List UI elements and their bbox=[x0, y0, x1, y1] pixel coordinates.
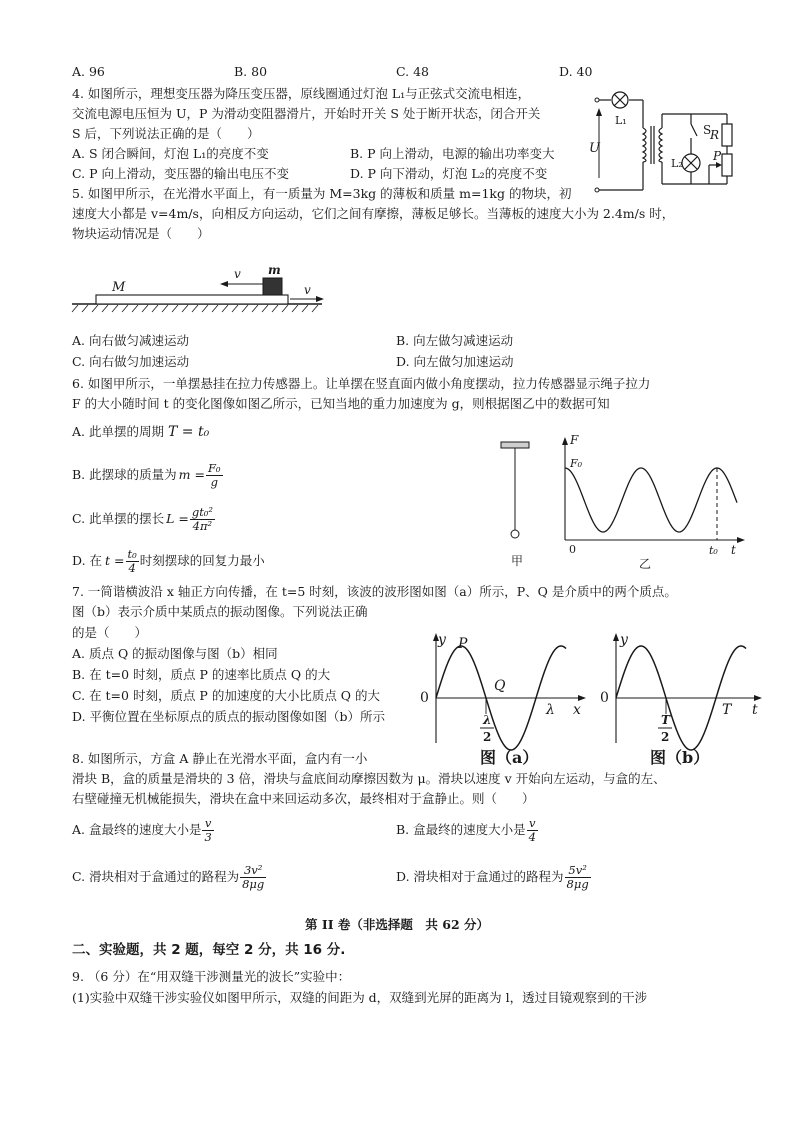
q4-r-label: R bbox=[710, 128, 720, 142]
q5-board-mass-label: M bbox=[112, 280, 126, 295]
q4-option-a: A. S 闭合瞬间，灯泡 L₁的亮度不变 bbox=[72, 146, 269, 161]
q5-stem-line1: 5. 如图甲所示，在光滑水平面上，有一质量为 M=3kg 的薄板和质量 m=1kg 的物块，初 bbox=[72, 186, 572, 201]
q3-option-a: A. 96 bbox=[72, 64, 105, 79]
q5-block-velocity-label: v bbox=[234, 267, 241, 281]
q6-fig-jia-label: 甲 bbox=[511, 554, 524, 568]
q3-option-d: D. 40 bbox=[559, 64, 593, 79]
q8-option-b: B. 盒最终的速度大小是 $\frac{v}{4}$ bbox=[396, 816, 536, 844]
q5-stem-line2: 速度大小都是 v=4m/s，向相反方向运动，它们之间有摩擦，薄板足够长。当薄板的速度大小为 2.4m/s 时， bbox=[72, 206, 675, 221]
q7a-half-lambda-den: 2 bbox=[483, 730, 492, 744]
q7-stem-line3: 的是（ ） bbox=[72, 625, 148, 640]
q4-option-b: B. P 向上滑动，电源的输出功率变大 bbox=[350, 146, 555, 161]
q5-option-c: C. 向右做匀加速运动 bbox=[72, 354, 190, 369]
q6-option-a-math: T = t₀ bbox=[167, 424, 210, 440]
q7a-origin-label: 0 bbox=[420, 690, 429, 706]
q6-graph-f-label: F bbox=[570, 433, 579, 447]
q4-u-label: U bbox=[589, 141, 600, 156]
q6-stem-line2: F 的大小随时间 t 的变化图像如图乙所示，已知当地的重力加速度为 g，则根据图乙中的数据可知 bbox=[72, 396, 610, 411]
q6-graph-f0-label: F₀ bbox=[570, 457, 583, 470]
q6-graph-t0-label: t₀ bbox=[709, 544, 718, 557]
q6-graph-t-label: t bbox=[731, 543, 736, 557]
q7a-p-label: P bbox=[458, 636, 468, 652]
q6-force-time-graph bbox=[555, 432, 755, 572]
q7b-t-period-label: T bbox=[722, 702, 732, 718]
q4-l1-label: L₁ bbox=[615, 114, 627, 127]
q7-stem-line1: 7. 一简谐横波沿 x 轴正方向传播，在 t=5 时刻，该波的波形图如图（a）所示，P、Q 是介质中的两个质点。 bbox=[72, 584, 677, 599]
q8-option-c: C. 滑块相对于盒通过的路程为 $\frac{\text{3v²}}{8\mu g}$ bbox=[72, 863, 265, 891]
q4-stem-line1: 4. 如图所示，理想变压器为降压变压器，原线圈通过灯泡 L₁与正弦式交流电相连， bbox=[72, 86, 531, 101]
q4-l2-label: L₂ bbox=[671, 157, 683, 170]
q7b-y-label: y bbox=[620, 632, 628, 648]
q4-stem-line2: 交流电源电压恒为 U，P 为滑动变阻器滑片，开始时开关 S 处于断开状态，闭合开关 bbox=[72, 106, 541, 121]
q8-stem-line3: 右壁碰撞无机械能损失，滑块在盒中来回运动多次，最终相对于盒静止。则（ ） bbox=[72, 791, 535, 806]
q5-board-block-figure bbox=[72, 258, 332, 318]
q6-option-d: D. 在 t = $\frac{\text{t₀}}{4}$ 时刻摆球的回复力最小 bbox=[72, 547, 265, 575]
q5-option-d: D. 向左做匀加速运动 bbox=[396, 354, 514, 369]
q3-option-c: C. 48 bbox=[396, 64, 429, 79]
section2-title: 第 II 卷（非选择题 共 62 分） bbox=[305, 917, 489, 932]
q7a-lambda-label: λ bbox=[546, 702, 555, 718]
q7-option-d: D. 平衡位置在坐标原点的质点的振动图像如图（b）所示 bbox=[72, 709, 386, 724]
q7a-half-lambda-num: λ bbox=[483, 713, 492, 727]
q4-option-d: D. P 向下滑动，灯泡 L₂的亮度不变 bbox=[350, 166, 548, 181]
q6-option-b: B. 此摆球的质量为 m = $\frac{\text{F₀}}{g}$ bbox=[72, 461, 221, 489]
q4-transformer-circuit bbox=[585, 92, 745, 197]
q7-option-c: C. 在 t=0 时刻，质点 P 的加速度的大小比质点 Q 的大 bbox=[72, 688, 381, 703]
part2-heading: 二、实验题，共 2 题，每空 2 分，共 16 分. bbox=[72, 942, 346, 958]
q7b-caption: 图（b） bbox=[650, 748, 710, 767]
q7a-x-label: x bbox=[573, 702, 581, 718]
q4-option-c: C. P 向上滑动，变压器的输出电压不变 bbox=[72, 166, 289, 181]
q4-p-label: P bbox=[713, 149, 722, 163]
q7a-caption: 图（a） bbox=[480, 748, 539, 767]
q6-option-a: A. 此单摆的周期 T = t₀ bbox=[72, 424, 210, 440]
q7a-y-label: y bbox=[438, 632, 446, 648]
q8-stem-line1: 8. 如图所示，方盒 A 静止在光滑水平面，盒内有一小 bbox=[72, 751, 368, 766]
q9-stem-line1: 9. （6 分）在“用双缝干涉测量光的波长”实验中： bbox=[72, 969, 351, 984]
q7b-half-t-num: T bbox=[661, 713, 670, 727]
q4-stem-line3: S 后，下列说法正确的是（ ） bbox=[72, 126, 260, 141]
q7-option-b: B. 在 t=0 时刻，质点 P 的速率比质点 Q 的大 bbox=[72, 667, 331, 682]
q7a-q-label: Q bbox=[494, 678, 506, 694]
q7b-origin-label: 0 bbox=[600, 690, 609, 706]
q5-stem-line3: 物块运动情况是（ ） bbox=[72, 226, 210, 241]
q6-fig-yi-label: 乙 bbox=[639, 557, 652, 571]
q4-s-label: S bbox=[703, 123, 712, 137]
q7-wave-graph-a bbox=[410, 628, 590, 768]
q8-option-d: D. 滑块相对于盒通过的路程为 $\frac{\text{5v²}}{8\mu g}$ bbox=[396, 863, 589, 891]
q6-option-c: C. 此单摆的摆长 L = $\frac{\text{gt₀²}}{\text{4π²}}$ bbox=[72, 505, 214, 533]
q5-option-a: A. 向右做匀减速运动 bbox=[72, 333, 189, 348]
q5-board-velocity-label: v bbox=[304, 283, 311, 297]
q8-option-a: A. 盒最终的速度大小是 $\frac{v}{3}$ bbox=[72, 816, 212, 844]
q6-stem-line1: 6. 如图甲所示，一单摆悬挂在拉力传感器上。让单摆在竖直面内做小角度摆动，拉力传感器显示绳子拉力 bbox=[72, 376, 651, 391]
q7-stem-line2: 图（b）表示介质中某质点的振动图像。下列说法正确 bbox=[72, 604, 368, 619]
q7b-half-t-den: 2 bbox=[661, 730, 670, 744]
q3-option-b: B. 80 bbox=[234, 64, 268, 79]
q5-option-b: B. 向左做匀减速运动 bbox=[396, 333, 514, 348]
q8-stem-line2: 滑块 B，盒的质量是滑块的 3 倍，滑块与盒底间动摩擦因数为 μ。滑块以速度 v 开始向左运动，与盒的左、 bbox=[72, 771, 666, 786]
q6-pendulum-figure bbox=[500, 440, 540, 570]
q7b-t-axis-label: t bbox=[752, 702, 758, 718]
q7-vibration-graph-b bbox=[590, 628, 770, 768]
q7-option-a: A. 质点 Q 的振动图像与图（b）相同 bbox=[72, 646, 278, 661]
q6-graph-origin-label: 0 bbox=[569, 543, 576, 556]
q5-block-mass-label: m bbox=[268, 263, 281, 277]
q9-stem-line2: (1)实验中双缝干涉实验仪如图甲所示，双缝的间距为 d，双缝到光屏的距离为 l，透过目镜观察到的干涉 bbox=[72, 990, 648, 1005]
